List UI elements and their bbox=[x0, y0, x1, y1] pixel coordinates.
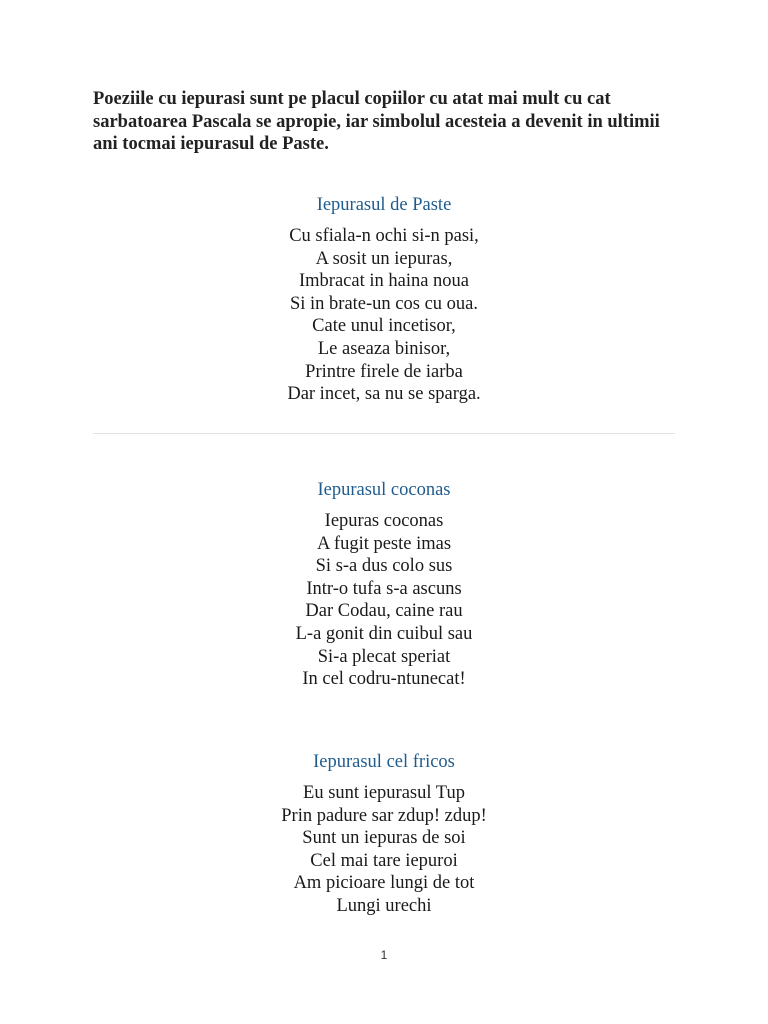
poem-line: A fugit peste imas bbox=[316, 533, 452, 554]
poem-line: Imbracat in haina noua bbox=[298, 271, 470, 292]
section-divider bbox=[93, 433, 675, 434]
poem-iepurasul-de-paste bbox=[93, 193, 675, 406]
poem-line: Printre firele de iarba bbox=[305, 361, 463, 382]
poem-line: Cel mai tare iepuroi bbox=[310, 850, 458, 871]
poem-title: Iepurasul coconas bbox=[317, 480, 451, 500]
poem-line: Lungi urechi bbox=[336, 895, 432, 916]
poem-line: Le aseaza binisor, bbox=[317, 338, 451, 359]
page-number: 1 bbox=[380, 948, 388, 962]
poem-line: Intr-o tufa s-a ascuns bbox=[306, 578, 462, 599]
intro-paragraph: Poeziile cu iepurasi sunt pe placul copiilor cu atat mai mult cu cat sarbatoarea Pascala se apropie, iar simbolul acesteia a devenit in ultimii ani tocmai iepurasul de Paste. bbox=[93, 89, 660, 154]
poem-iepurasul-coconas bbox=[93, 478, 675, 691]
poem-line: Si-a plecat speriat bbox=[317, 646, 451, 667]
poem-lines bbox=[93, 510, 675, 691]
poem-line: Prin padure sar zdup! zdup! bbox=[281, 805, 487, 826]
poem-lines bbox=[93, 782, 675, 918]
poem-line: L-a gonit din cuibul sau bbox=[295, 623, 473, 644]
poem-title: Iepurasul cel fricos bbox=[313, 752, 455, 772]
poem-line: Am picioare lungi de tot bbox=[293, 873, 475, 894]
poem-line: Sunt un iepuras de soi bbox=[302, 828, 466, 849]
poem-line: Dar Codau, caine rau bbox=[305, 601, 463, 622]
poem-line: Si in brate-un cos cu oua. bbox=[289, 293, 479, 314]
poem-iepurasul-cel-fricos bbox=[93, 750, 675, 918]
poem-line: Si s-a dus colo sus bbox=[315, 556, 453, 577]
poem-line: Iepuras coconas bbox=[324, 511, 444, 531]
poem-lines bbox=[93, 225, 675, 406]
poem-line: Eu sunt iepurasul Tup bbox=[303, 783, 465, 803]
poem-line: A sosit un iepuras, bbox=[315, 248, 453, 269]
poem-line: Cu sfiala-n ochi si-n pasi, bbox=[289, 226, 479, 246]
poem-line: Dar incet, sa nu se sparga. bbox=[287, 384, 481, 405]
poem-line: Cate unul incetisor, bbox=[312, 316, 456, 337]
poem-line: In cel codru-ntunecat! bbox=[302, 669, 466, 690]
poem-title: Iepurasul de Paste bbox=[316, 195, 452, 215]
